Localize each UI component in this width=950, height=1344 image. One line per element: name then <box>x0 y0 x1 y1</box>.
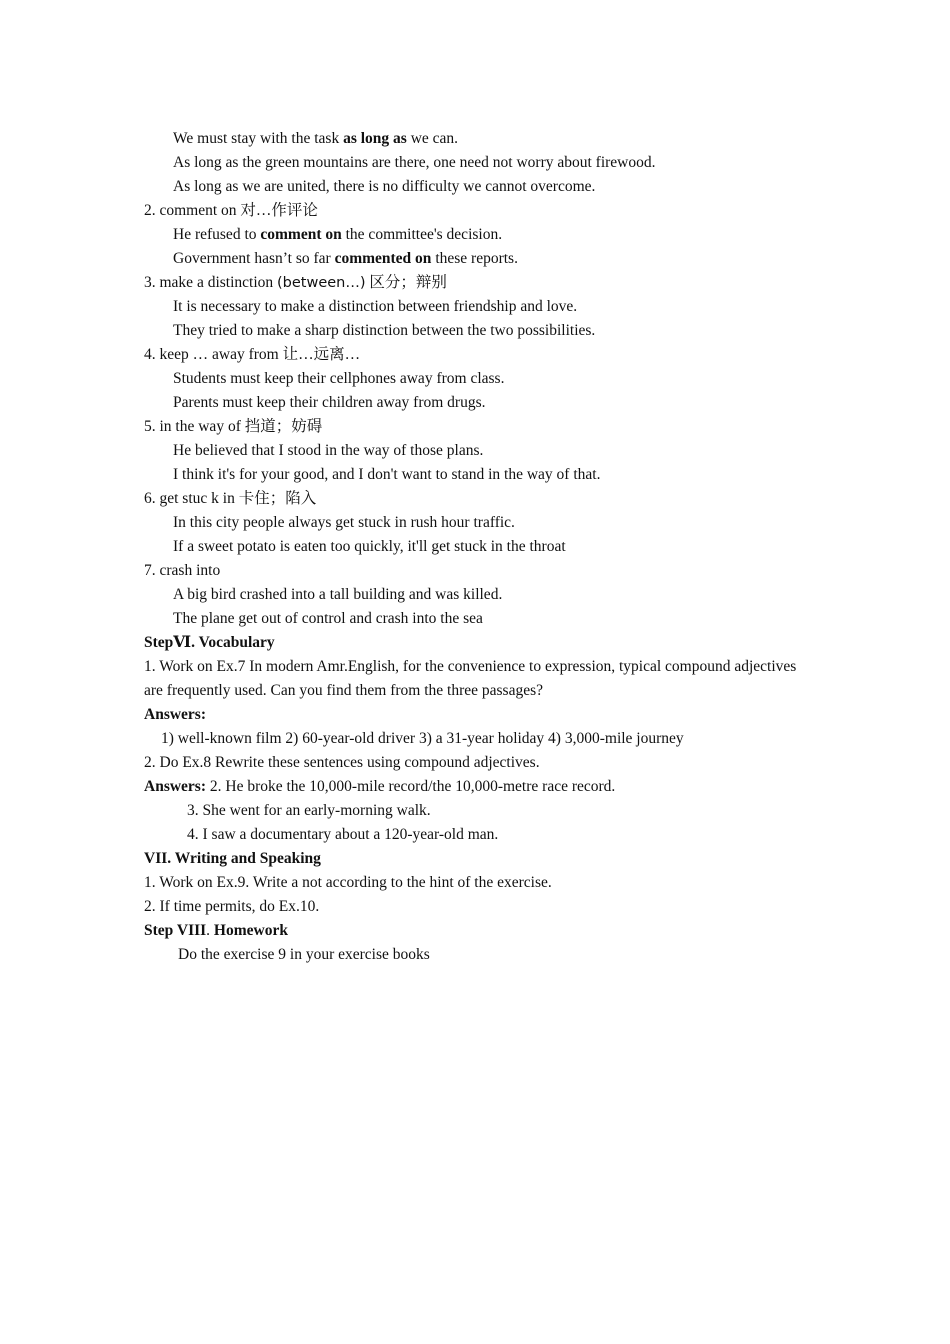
section-heading: Step VIII. Homework <box>144 922 288 939</box>
answer-line: 1) well-known film 2) 60-year-old driver 3) a 31-year holiday 4) 3,000-mile journey <box>161 730 684 747</box>
example-sentence: Parents must keep their children away from drugs. <box>173 394 486 411</box>
example-sentence: The plane get out of control and crash into the sea <box>173 610 483 627</box>
example-sentence: A big bird crashed into a tall building and was killed. <box>173 586 503 603</box>
document-page <box>144 127 804 967</box>
example-sentence: They tried to make a sharp distinction between the two possibilities. <box>173 322 596 339</box>
exercise-instruction: 1. Work on Ex.7 In modern Amr.English, for the convenience to expression, typical compound adjectives are frequently used. Can you find them from the three passages? <box>144 658 797 699</box>
phrase-heading: 4. keep … away from 让…远离… <box>144 346 361 363</box>
section-heading: StepⅥ. Vocabulary <box>144 634 275 651</box>
example-sentence: As long as the green mountains are there, one need not worry about firewood. <box>173 154 656 171</box>
phrase-heading: 2. comment on 对…作评论 <box>144 202 318 219</box>
exercise-instruction: 2. Do Ex.8 Rewrite these sentences using compound adjectives. <box>144 754 540 771</box>
example-sentence: We must stay with the task as long as we can. <box>173 130 459 147</box>
phrase-heading: 5. in the way of 挡道；妨碍 <box>144 418 323 435</box>
example-sentence: I think it's for your good, and I don't want to stand in the way of that. <box>173 466 601 483</box>
answers-label: Answers: <box>144 706 206 723</box>
phrase-heading: 7. crash into <box>144 562 221 579</box>
homework-line: Do the exercise 9 in your exercise books <box>178 946 430 963</box>
answer-line: 4. I saw a documentary about a 120-year-old man. <box>187 826 499 843</box>
exercise-instruction: 2. If time permits, do Ex.10. <box>144 898 320 915</box>
exercise-instruction: 1. Work on Ex.9. Write a not according to the hint of the exercise. <box>144 874 552 891</box>
phrase-heading: 6. get stuc k in 卡住；陷入 <box>144 490 317 507</box>
section-heading: VII. Writing and Speaking <box>144 850 321 867</box>
example-sentence: He believed that I stood in the way of those plans. <box>173 442 484 459</box>
answer-line: Answers: 2. He broke the 10,000-mile record/the 10,000-metre race record. <box>144 778 616 795</box>
example-sentence: If a sweet potato is eaten too quickly, it'll get stuck in the throat <box>173 538 566 555</box>
example-sentence: As long as we are united, there is no difficulty we cannot overcome. <box>173 178 596 195</box>
example-sentence: Government hasn’t so far commented on these reports. <box>173 250 518 267</box>
answer-line: 3. She went for an early-morning walk. <box>187 802 431 819</box>
example-sentence: It is necessary to make a distinction between friendship and love. <box>173 298 578 315</box>
phrase-heading: 3. make a distinction (between…) 区分；辩别 <box>144 274 447 291</box>
example-sentence: Students must keep their cellphones away from class. <box>173 370 505 387</box>
example-sentence: In this city people always get stuck in rush hour traffic. <box>173 514 515 531</box>
example-sentence: He refused to comment on the committee's decision. <box>173 226 503 243</box>
